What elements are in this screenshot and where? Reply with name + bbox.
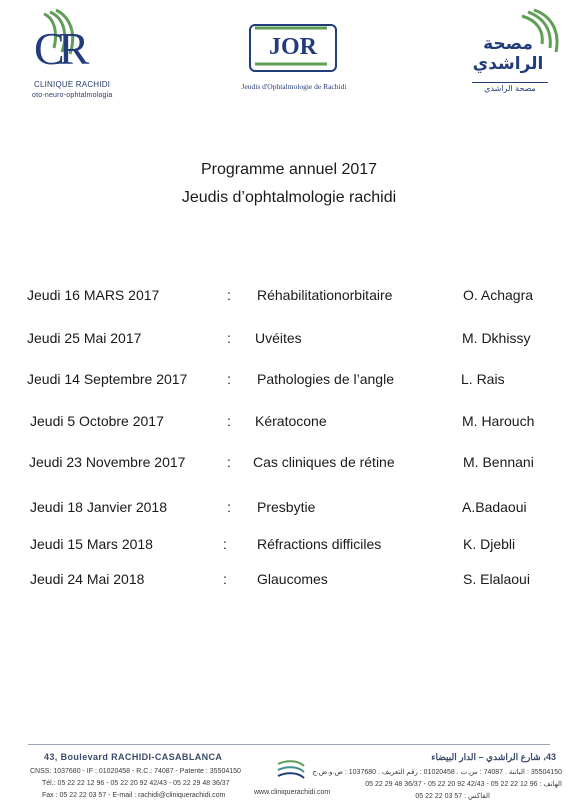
schedule-speaker: M. Harouch — [462, 413, 535, 429]
footer-fax-email: Fax : 05 22 22 03 57 - E-mail : rachidi@cliniquerachidi.com — [42, 792, 226, 799]
schedule-row — [0, 330, 578, 348]
schedule-row — [0, 287, 578, 305]
schedule-date: Jeudi 5 Octobre 2017 — [30, 413, 164, 429]
jor-caption: Jeudis d'Ophtalmologie de Rachidi — [241, 82, 347, 91]
arabic-logo-sub: مصحة الراشدي — [472, 82, 548, 93]
schedule-separator: : — [227, 499, 231, 515]
clinique-rachidi-monogram: CR — [34, 23, 84, 74]
schedule-topic: Glaucomes — [257, 571, 328, 587]
schedule-topic: Uvéites — [255, 330, 302, 346]
schedule-date: Jeudi 15 Mars 2018 — [30, 536, 153, 552]
schedule-row — [0, 454, 578, 472]
footer-arabic-fax: الفاكس : 57 03 22 22 05 — [415, 793, 490, 800]
schedule-topic: Kératocone — [255, 413, 327, 429]
schedule-topic: Pathologies de l’angle — [257, 371, 394, 387]
schedule-speaker: A.Badaoui — [462, 499, 527, 515]
schedule-topic: Réhabilitationorbitaire — [257, 287, 393, 303]
programme-subtitle: Jeudis d’ophtalmologie rachidi — [181, 189, 397, 206]
schedule-topic: Presbytie — [257, 499, 316, 515]
schedule-separator: : — [227, 287, 231, 303]
schedule-separator: : — [227, 413, 231, 429]
schedule-row — [0, 536, 578, 554]
footer-address: 43, Boulevard RACHIDI-CASABLANCA — [44, 752, 223, 762]
schedule-date: Jeudi 16 MARS 2017 — [27, 287, 160, 303]
clinique-rachidi-tagline: oto-neuro-ophtalmologia — [32, 92, 113, 99]
footer-divider — [28, 744, 550, 745]
schedule-speaker: L. Rais — [461, 371, 505, 387]
jor-mark-text: JOR — [269, 34, 317, 60]
schedule-separator: : — [227, 371, 231, 387]
footer-arabic-address: 43، شارع الراشدي – الدار البيضاء — [431, 752, 556, 762]
schedule-separator: : — [223, 536, 227, 552]
arabic-clinic-logo — [462, 8, 562, 98]
schedule-speaker: M. Bennani — [463, 454, 534, 470]
schedule-separator: : — [223, 571, 227, 587]
schedule-row — [0, 499, 578, 517]
schedule-speaker: S. Elalaoui — [463, 571, 530, 587]
programme-title: Programme annuel 2017 — [200, 161, 378, 178]
schedule-speaker: M. Dkhissy — [462, 330, 531, 346]
schedule-date: Jeudi 24 Mai 2018 — [30, 571, 145, 587]
schedule-date: Jeudi 18 Janvier 2018 — [30, 499, 167, 515]
schedule-separator: : — [227, 330, 231, 346]
schedule-speaker: O. Achagra — [463, 287, 534, 303]
schedule-date: Jeudi 14 Septembre 2017 — [27, 371, 188, 387]
arabic-logo-main: مصحة الراشدي — [472, 34, 544, 74]
footer-website: www.cliniquerachidi.com — [254, 789, 331, 796]
jor-mark — [249, 24, 337, 72]
footer-phone: Tél.: 05 22 22 12 96 - 05 22 20 92 42/43 - 05 22 29 48 36/37 — [42, 780, 230, 787]
jor-logo — [224, 20, 364, 96]
clinique-rachidi-name: CLINIQUE RACHIDI — [34, 80, 111, 89]
schedule-topic: Réfractions difficiles — [257, 536, 382, 552]
schedule-date: Jeudi 25 Mai 2017 — [27, 330, 142, 346]
schedule-row — [0, 413, 578, 431]
schedule-row — [0, 571, 578, 589]
schedule-date: Jeudi 23 Novembre 2017 — [29, 454, 186, 470]
schedule-speaker: K. Djebli — [463, 536, 516, 552]
clinique-rachidi-logo — [14, 8, 124, 104]
footer-arabic-ids: 35504150 : الباتنة . 74087 : س.ت . 01020458 : رقم التعريف . 1037680 : ص.و.ض.ج — [312, 769, 562, 776]
footer-ids: CNSS: 1037680 - IF : 01020458 - R.C.: 74087 - Patente : 35504150 — [30, 768, 241, 775]
footer-arabic-phone: الهاتف : 96 12 22 22 05 - 42/43 92 20 22 05 - 36/37 48 29 22 05 — [365, 781, 562, 788]
schedule-separator: : — [227, 454, 231, 470]
schedule-topic: Cas cliniques de rétine — [253, 454, 395, 470]
schedule-row — [0, 371, 578, 389]
footer-logo-swirl-icon — [274, 758, 308, 784]
